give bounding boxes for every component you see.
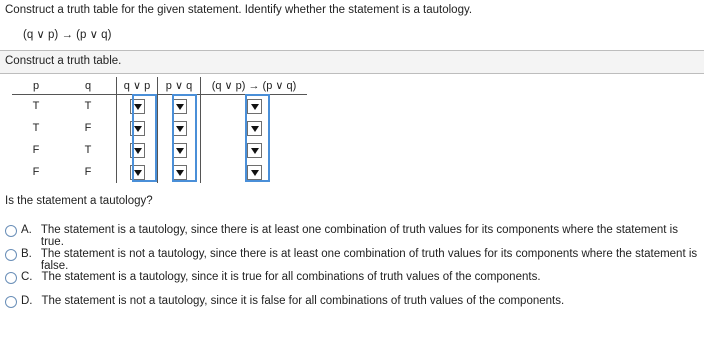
- q-or-p-dropdown[interactable]: [130, 165, 145, 180]
- radio-button-b[interactable]: [5, 249, 17, 261]
- header-q: q: [60, 77, 117, 95]
- option-c[interactable]: [5, 271, 704, 295]
- conditional-dropdown[interactable]: [247, 99, 262, 114]
- cell-p: T: [32, 100, 40, 112]
- q-or-p-dropdown[interactable]: [130, 143, 145, 158]
- option-letter: D.: [21, 294, 33, 307]
- table-row: [12, 139, 307, 161]
- p-or-q-dropdown[interactable]: [172, 99, 187, 114]
- option-text: The statement is not a tautology, since there is at least one combination of truth values for its components where the statement is false.: [40, 247, 698, 272]
- p-or-q-dropdown[interactable]: [172, 121, 187, 136]
- tautology-question: Is the statement a tautology?: [5, 195, 153, 207]
- q-or-p-dropdown[interactable]: [130, 121, 145, 136]
- option-letter: A.: [21, 224, 32, 236]
- header-q-or-p: q ∨ p: [117, 77, 158, 95]
- table-row: [12, 95, 307, 118]
- option-a[interactable]: [5, 224, 704, 248]
- conditional-dropdown[interactable]: [247, 121, 262, 136]
- p-or-q-dropdown[interactable]: [172, 143, 187, 158]
- cell-p: F: [32, 166, 40, 178]
- option-d[interactable]: [5, 295, 704, 319]
- logic-statement: (q ∨ p) → (p ∨ q): [23, 29, 112, 41]
- table-row: [12, 161, 307, 183]
- header-p: p: [12, 77, 60, 95]
- truth-table: [12, 77, 307, 183]
- radio-button-c[interactable]: [5, 272, 17, 284]
- question-prompt: Construct a truth table for the given statement. Identify whether the statement is a tautology.: [5, 4, 473, 16]
- cell-q: F: [84, 122, 92, 134]
- q-or-p-dropdown[interactable]: [130, 99, 145, 114]
- cell-q: F: [84, 166, 92, 178]
- option-letter: B.: [21, 247, 32, 260]
- section-label: Construct a truth table.: [5, 55, 122, 67]
- table-row: [12, 117, 307, 139]
- option-text: The statement is not a tautology, since it is false for all combinations of truth values of the components.: [41, 294, 565, 307]
- header-conditional: (q ∨ p) → (p ∨ q): [201, 77, 308, 95]
- cell-q: T: [84, 100, 92, 112]
- option-b[interactable]: [5, 248, 704, 272]
- radio-button-a[interactable]: [5, 225, 17, 237]
- option-text: The statement is a tautology, since there is at least one combination of truth values for its components where the statement is true.: [40, 224, 678, 248]
- option-letter: C.: [21, 271, 33, 283]
- option-text: The statement is a tautology, since it is true for all combinations of truth values of the components.: [41, 271, 541, 283]
- conditional-dropdown[interactable]: [247, 165, 262, 180]
- p-or-q-dropdown[interactable]: [172, 165, 187, 180]
- radio-button-d[interactable]: [5, 296, 17, 308]
- cell-p: F: [32, 144, 40, 156]
- cell-q: T: [84, 144, 92, 156]
- instruction-band: [0, 50, 704, 74]
- header-p-or-q: p ∨ q: [158, 77, 201, 95]
- answer-options: [5, 224, 704, 318]
- cell-p: T: [32, 122, 40, 134]
- conditional-dropdown[interactable]: [247, 143, 262, 158]
- truth-table-header-row: [12, 77, 307, 95]
